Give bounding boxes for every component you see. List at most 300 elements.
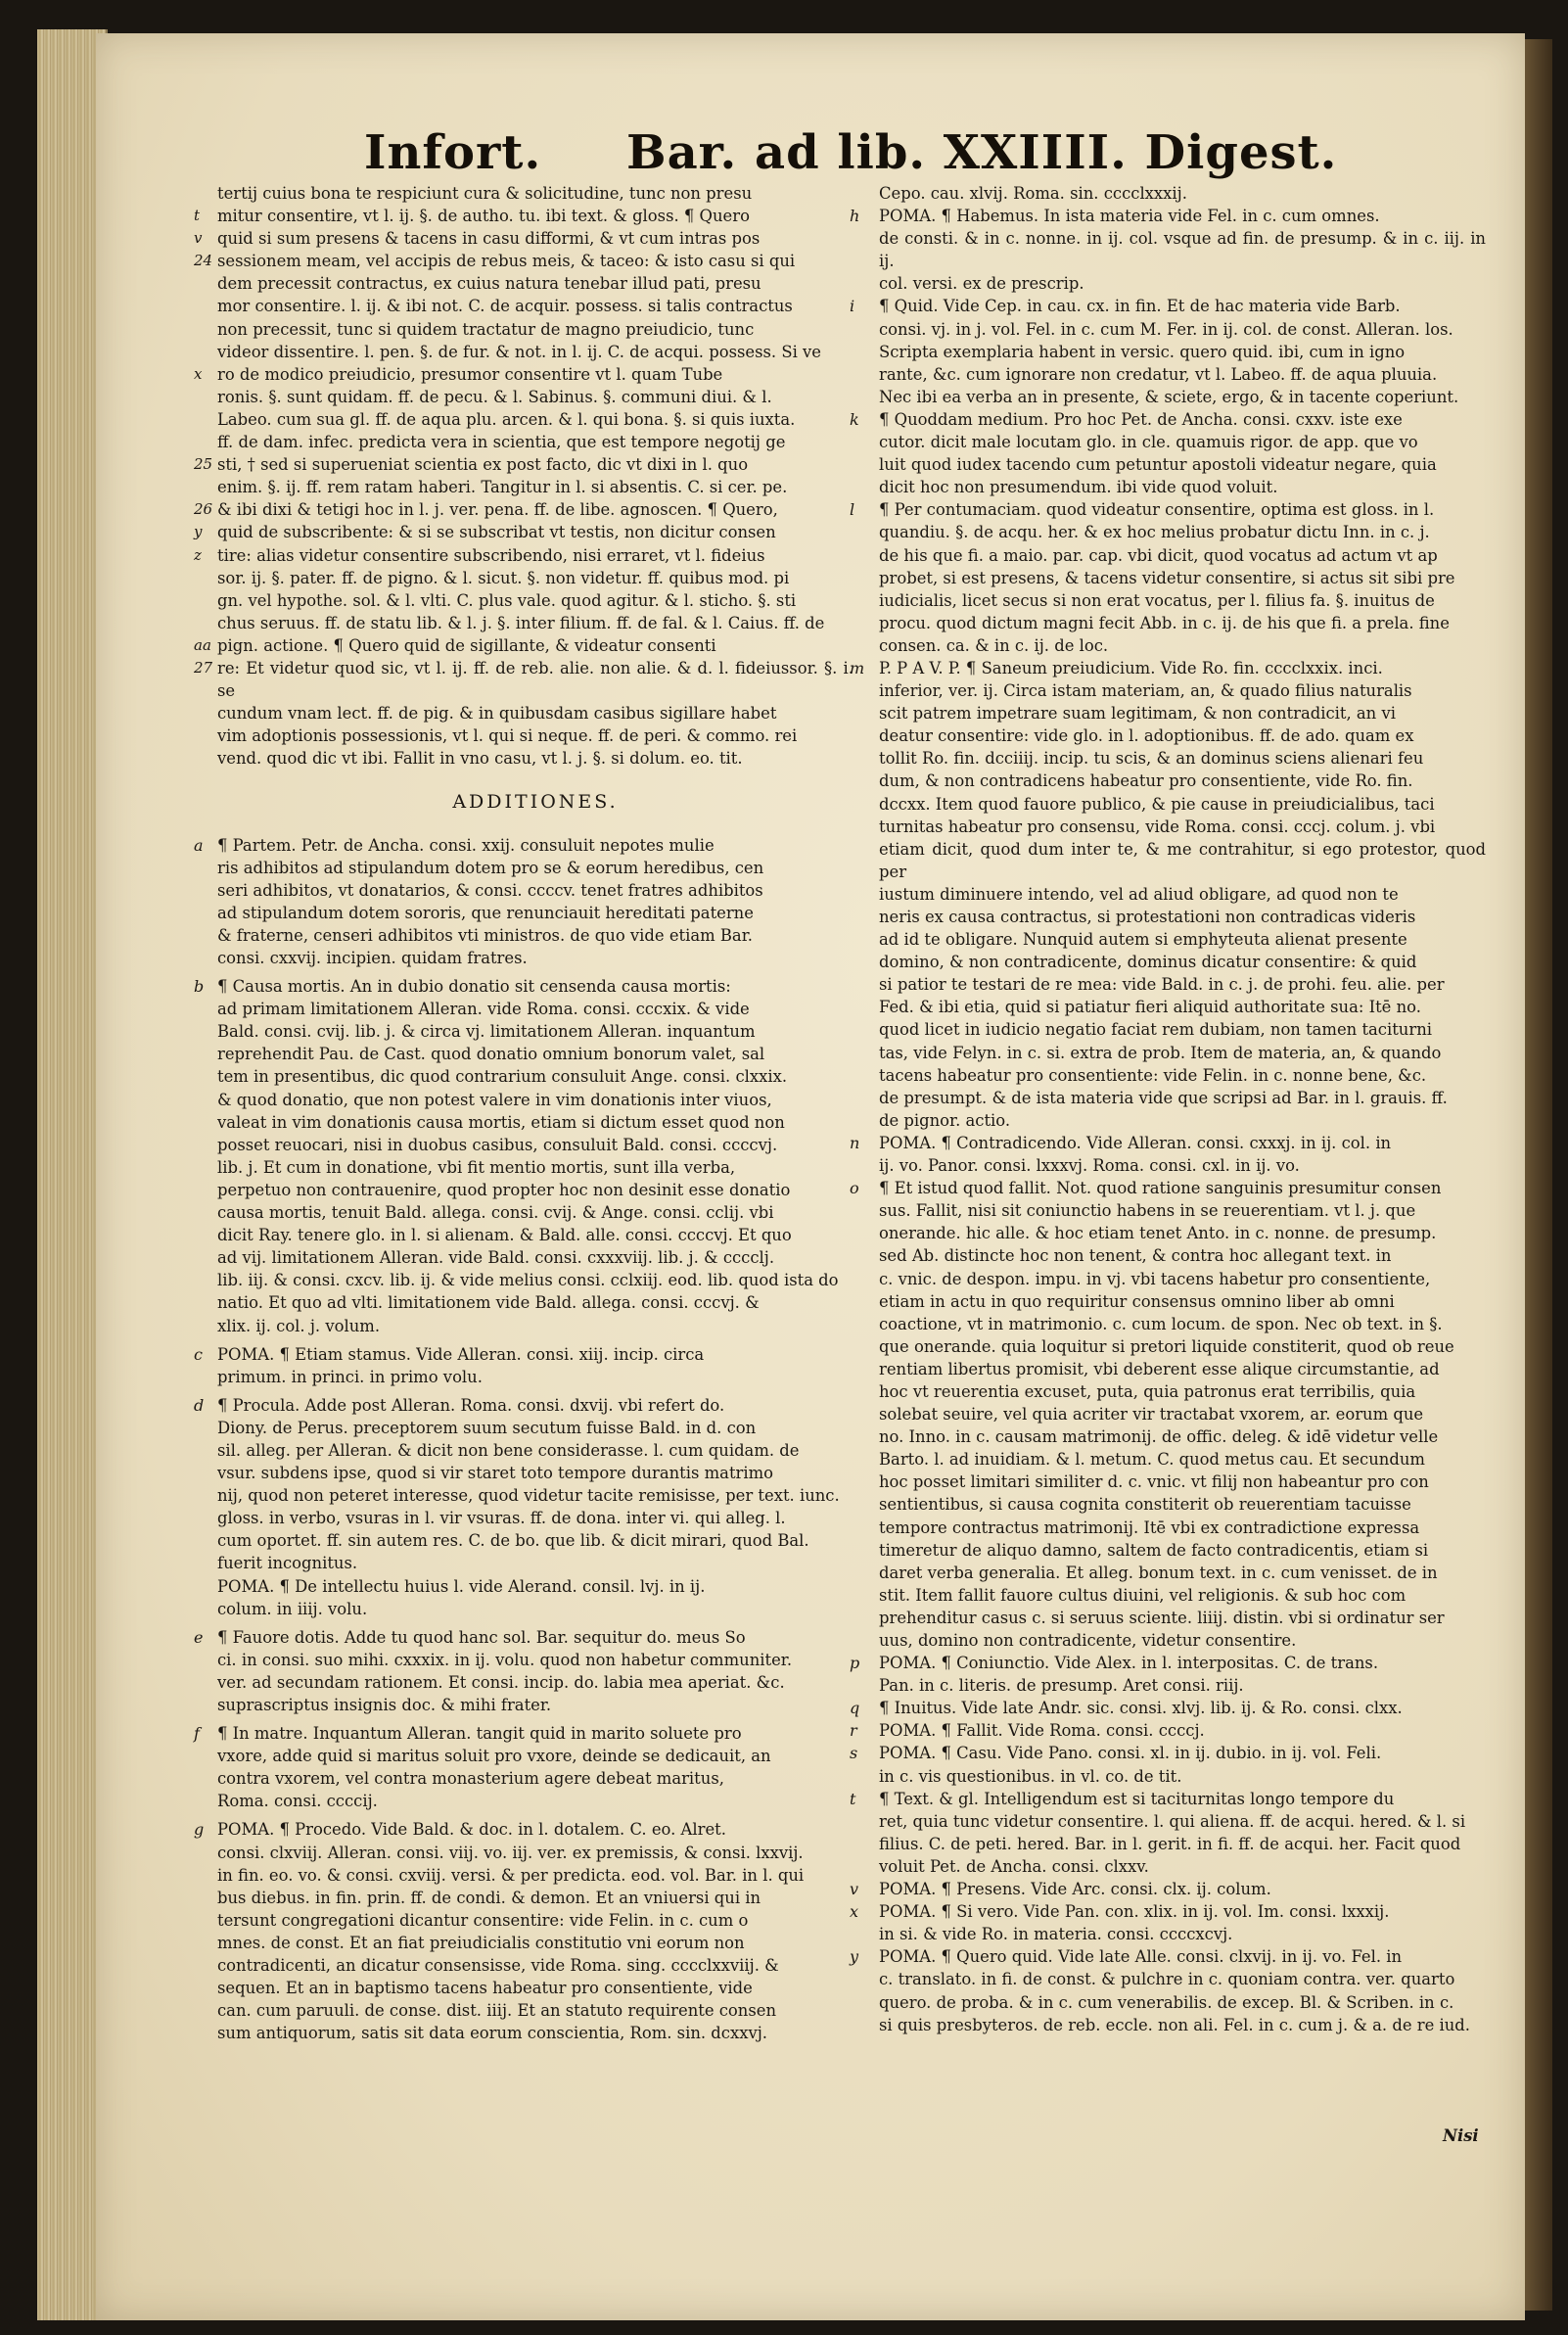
text-line — [217, 386, 853, 408]
margin-note-mark: p — [850, 1654, 860, 1673]
line-text: POMA. ¶ Contradicendo. Vide Alleran. consi. cxxxj. in ij. col. in — [879, 1133, 1392, 1152]
line-text: pign. actione. ¶ Quero quid de sigillante, & videatur consenti — [217, 635, 716, 655]
text-line — [194, 205, 853, 227]
line-text: consi. cxxvij. incipien. quidam fratres. — [217, 949, 528, 967]
margin-note-mark: b — [194, 977, 205, 997]
line-text: quandiu. §. de acqu. her. & ex hoc melius probatur dictu Inn. in c. j. — [879, 523, 1430, 542]
text-line — [217, 1954, 853, 1977]
text-line — [879, 431, 1486, 453]
margin-note-mark: aa — [194, 635, 211, 654]
text-line — [879, 363, 1486, 386]
additions-heading: ADDITIONES. — [452, 791, 619, 814]
text-line — [217, 567, 853, 589]
text-line — [879, 1833, 1486, 1855]
line-text: cum oportet. ff. sin autem res. C. de bo. que lib. & dicit mirari, quod Bal. — [217, 1531, 809, 1551]
margin-note-mark: v — [194, 229, 203, 248]
commentary-entry — [850, 205, 1486, 295]
margin-note-mark: k — [850, 409, 859, 429]
commentary-entry — [850, 1742, 1486, 1787]
margin-note-mark: s — [850, 1744, 858, 1763]
text-line — [217, 1999, 853, 2022]
text-line — [217, 1932, 853, 1954]
line-text: coactione, vt in matrimonio. c. cum locum. de spon. Nec ob text. in §. — [879, 1314, 1443, 1333]
line-text: lib. j. Et cum in donatione, vbi fit mentio mortis, sunt illa verba, — [217, 1157, 736, 1177]
text-line — [217, 1224, 853, 1246]
text-line — [879, 1313, 1486, 1335]
text-line — [850, 1697, 1486, 1719]
line-text: filius. C. de peti. hered. Bar. in l. gerit. in fi. ff. de acqui. her. Facit quod — [879, 1834, 1461, 1853]
line-text: inferior, ver. ij. Circa istam materiam, an, & quado filius naturalis — [879, 681, 1412, 701]
line-text: ver. ad secundam rationem. Et consi. incip. do. labia mea aperiat. &c. — [217, 1672, 785, 1692]
text-line — [879, 793, 1486, 816]
line-text: vxore, adde quid si maritus soluit pro vxore, deinde se dedicauit, an — [217, 1747, 771, 1766]
margin-note-mark: c — [194, 1344, 203, 1364]
line-text: primum. in princi. in primo volu. — [217, 1367, 483, 1386]
margin-note-mark: m — [850, 658, 865, 677]
text-line — [194, 1818, 853, 1841]
text-line — [879, 1991, 1486, 2014]
margin-note-mark: x — [194, 364, 203, 383]
line-text: no. Inno. in c. causam matrimonij. de offic. deleg. & idē videtur velle — [879, 1427, 1439, 1447]
text-line — [850, 1742, 1486, 1764]
addition-entry — [194, 1722, 853, 1812]
text-line — [217, 431, 853, 453]
text-line — [217, 902, 853, 924]
margin-note-mark: q — [850, 1699, 860, 1718]
text-line — [217, 1269, 853, 1291]
text-line — [879, 567, 1486, 589]
line-text: ff. de dam. infec. predicta vera in scientia, que est tempore negotij ge — [217, 433, 786, 452]
text-line — [217, 1745, 853, 1767]
text-line — [217, 1575, 853, 1598]
line-text: quid si sum presens & tacens in casu difformi, & vt cum intras pos — [217, 229, 761, 249]
line-text: quid de subscribente: & si se subscribat vt testis, non dicitur consen — [217, 523, 776, 542]
line-text: iustum diminuere intendo, vel ad aliud obligare, ad quod non te — [879, 884, 1399, 904]
margin-note-mark: n — [850, 1133, 860, 1152]
text-line — [217, 1134, 853, 1156]
line-text: POMA. ¶ De intellectu huius l. vide Alerand. consil. lvj. in ij. — [217, 1576, 706, 1596]
margin-note-mark: i — [850, 297, 855, 316]
text-line — [217, 724, 853, 747]
text-line — [194, 1343, 853, 1366]
line-text: scit patrem impetrare suam legitimam, & non contradicit, an vi — [879, 704, 1396, 724]
text-line — [217, 1366, 853, 1388]
text-line — [879, 1471, 1486, 1493]
line-text: & fraterne, censeri adhibitos vti ministros. de quo vide etiam Bar. — [217, 925, 753, 945]
text-line — [879, 1448, 1486, 1471]
text-line — [217, 1201, 853, 1224]
line-text: mnes. de const. Et an fiat preiudicialis constitutio vni eorum non — [217, 1933, 745, 1952]
line-text: ¶ Procula. Adde post Alleran. Roma. consi. dxvij. vbi refert do. — [217, 1395, 725, 1415]
line-text: POMA. ¶ Etiam stamus. Vide Alleran. consi. xiij. incip. circa — [217, 1344, 705, 1364]
line-text: vsur. subdens ipse, quod si vir staret toto tempore durantis matrimo — [217, 1464, 774, 1483]
text-line — [217, 182, 853, 205]
text-line — [879, 612, 1486, 634]
text-line — [217, 857, 853, 879]
line-text: ad stipulandum dotem sororis, que renunciauit hereditati paterne — [217, 903, 754, 922]
text-line — [217, 612, 853, 634]
text-line — [879, 1629, 1486, 1652]
line-text: Bald. consi. cvij. lib. j. & circa vj. limitationem Alleran. inquantum — [217, 1022, 756, 1042]
text-line — [217, 589, 853, 612]
line-text: ronis. §. sunt quidam. ff. de pecu. & l. Sabinus. §. communi diui. & l. — [217, 387, 772, 406]
line-text: ad vij. limitationem Alleran. vide Bald. consi. cxxxviij. lib. j. & cccclj. — [217, 1248, 775, 1268]
text-line — [879, 1244, 1486, 1267]
line-text: dem precessit contractus, ex cuius natura tenebar illud pati, presu — [217, 274, 761, 294]
text-line — [217, 998, 853, 1020]
line-text: vend. quod dic vt ibi. Fallit in vno casu, vt l. j. §. si dolum. eo. tit. — [217, 749, 743, 769]
line-text: rentiam libertus promisit, vbi deberent esse alique circumstantie, ad — [879, 1359, 1440, 1378]
text-line — [217, 1671, 853, 1694]
commentary-entry — [850, 1132, 1486, 1177]
text-line — [194, 975, 853, 998]
line-text: sum antiquorum, satis sit data eorum conscientia, Rom. sin. dcxxvj. — [217, 2024, 768, 2043]
text-line — [879, 1109, 1486, 1132]
line-text: tollit Ro. fin. dcciiij. incip. tu scis, & an dominus sciens alienari feu — [879, 749, 1424, 769]
text-line — [879, 1562, 1486, 1584]
text-line — [217, 702, 853, 724]
text-line — [879, 1607, 1486, 1629]
line-text: luit quod iudex tacendo cum petuntur apostoli videatur negare, quia — [879, 455, 1437, 475]
line-text: Diony. de Perus. preceptorem suum secutum fuisse Bald. in d. con — [217, 1418, 757, 1437]
text-line — [879, 227, 1486, 272]
line-text: POMA. ¶ Procedo. Vide Bald. & doc. in l. dotalem. C. eo. Alret. — [217, 1820, 726, 1840]
addition-entry — [194, 1394, 853, 1620]
line-text: neris ex causa contractus, si protestationi non contradicas videris — [879, 908, 1416, 926]
margin-note-mark: f — [194, 1724, 200, 1744]
text-line — [194, 634, 853, 657]
text-line — [879, 1923, 1486, 1945]
line-text: perpetuo non contrauenire, quod propter hoc non desinit esse donatio — [217, 1180, 791, 1199]
line-text: suprascriptus insignis doc. & mihi frater. — [217, 1696, 552, 1714]
text-line — [879, 521, 1486, 543]
addition-entry — [194, 1343, 853, 1388]
text-line — [217, 1315, 853, 1337]
text-line — [217, 747, 853, 770]
line-text: re: Et videtur quod sic, vt l. ij. ff. de reb. alie. non alie. & d. l. fideiussor. §. i. se — [217, 658, 853, 701]
text-line — [850, 295, 1486, 317]
line-text: seri adhibitos, vt donatarios, & consi. ccccv. tenet fratres adhibitos — [217, 880, 763, 900]
text-line — [850, 1177, 1486, 1199]
text-line — [217, 1179, 853, 1201]
line-text: P. P A V. P. ¶ Saneum preiudicium. Vide Ro. fin. cccclxxix. inci. — [879, 658, 1383, 677]
text-line — [879, 883, 1486, 906]
line-text: ¶ In matre. Inquantum Alleran. tangit quid in marito soluete pro — [217, 1724, 742, 1744]
text-line — [879, 838, 1486, 883]
text-line — [850, 1900, 1486, 1923]
text-line — [217, 879, 853, 902]
text-line — [194, 498, 853, 521]
text-line — [879, 1222, 1486, 1244]
margin-note-mark: v — [850, 1880, 859, 1899]
line-text: sti, † sed si superueniat scientia ex post facto, dic vt dixi in l. quo — [217, 455, 749, 475]
line-text: quero. de proba. & in c. cum venerabilis. de excep. Bl. & Scriben. in c. — [879, 1992, 1454, 2012]
line-text: ¶ Partem. Petr. de Ancha. consi. xxij. consuluit nepotes mulie — [217, 835, 715, 855]
line-text: enim. §. ij. ff. rem ratam haberi. Tangitur in l. si absentis. C. si cer. pe. — [217, 478, 788, 497]
line-text: cundum vnam lect. ff. de pig. & in quibusdam casibus sigillare habet — [217, 704, 777, 724]
line-text: consi. clxviij. Alleran. consi. viij. vo. iij. ver. ex premissis, & consi. lxxvij. — [217, 1843, 804, 1862]
line-text: col. versi. ex de prescrip. — [879, 274, 1084, 294]
text-line — [217, 1462, 853, 1484]
text-line — [879, 1765, 1486, 1788]
addition-entry — [194, 834, 853, 970]
text-line — [217, 1598, 853, 1620]
text-line — [217, 341, 853, 363]
line-text: sed Ab. distincte hoc non tenent, & contra hoc allegant text. in — [879, 1246, 1392, 1266]
text-line — [850, 1652, 1486, 1674]
line-text: prehenditur casus c. si seruus sciente. liiij. distin. vbi si ordinatur ser — [879, 1608, 1445, 1627]
line-text: POMA. ¶ Casu. Vide Pano. consi. xl. in ij. dubio. in ij. vol. Feli. — [879, 1744, 1382, 1763]
text-line — [879, 1674, 1486, 1697]
text-line — [850, 1788, 1486, 1810]
line-text: posset reuocari, nisi in duobus casibus, consuluit Bald. consi. ccccvj. — [217, 1135, 778, 1154]
line-text: & ibi dixi & tetigi hoc in l. j. ver. pena. ff. de libe. agnoscen. ¶ Quero, — [217, 500, 778, 520]
text-line — [879, 1335, 1486, 1358]
text-line — [879, 679, 1486, 702]
line-text: tacens habeatur pro consentiente: vide Felin. in c. nonne bene, &c. — [879, 1065, 1427, 1085]
line-text: POMA. ¶ Coniunctio. Vide Alex. in l. interpositas. C. de trans. — [879, 1654, 1379, 1673]
line-text: dccxx. Item quod fauore publico, & pie cause in preiudicialibus, taci — [879, 794, 1435, 814]
text-line — [879, 906, 1486, 928]
commentary-entry — [850, 408, 1486, 498]
margin-note-mark: o — [850, 1179, 859, 1198]
addition-entry — [194, 1626, 853, 1716]
text-line — [879, 973, 1486, 996]
text-line — [879, 1855, 1486, 1878]
text-line — [879, 386, 1486, 408]
line-text: causa mortis, tenuit Bald. allega. consi. cvij. & Ange. consi. cclij. vbi — [217, 1203, 774, 1223]
line-text: tas, vide Felyn. in c. si. extra de prob. Item de materia, an, & quando — [879, 1043, 1442, 1062]
line-text: colum. in iiij. volu. — [217, 1599, 368, 1618]
margin-note-mark: r — [850, 1721, 857, 1741]
text-line — [217, 1484, 853, 1507]
line-text: c. vnic. de despon. impu. in vj. vbi tacens habetur pro consentiente, — [879, 1269, 1431, 1288]
line-text: hoc posset limitari similiter d. c. vnic. vt filij non habeantur pro con — [879, 1472, 1429, 1492]
line-text: sessionem meam, vel accipis de rebus meis, & taceo: & isto casu si qui — [217, 252, 796, 271]
text-line — [217, 1291, 853, 1314]
text-line — [879, 1268, 1486, 1290]
line-text: tempore contractus matrimonij. Itē vbi ex contradictione expressa — [879, 1518, 1420, 1537]
margin-note-mark: 27 — [194, 658, 213, 677]
left-column — [194, 182, 853, 2050]
line-text: de presumpt. & de ista materia vide que scripsi ad Bar. in l. grauis. ff. — [879, 1088, 1448, 1107]
line-text: de consti. & in c. nonne. in ij. col. vsque ad fin. de presump. & in c. iij. in ij. — [879, 229, 1486, 271]
text-line — [194, 227, 853, 250]
text-line — [879, 1403, 1486, 1425]
text-line — [217, 1507, 853, 1529]
line-text: ci. in consi. suo mihi. cxxxix. in ij. volu. quod non habetur communiter. — [217, 1650, 793, 1669]
text-line — [194, 363, 853, 386]
text-line — [850, 408, 1486, 431]
text-line — [217, 1089, 853, 1111]
line-text: ro de modico preiudicio, presumor consentire vt l. quam Tube — [217, 364, 723, 384]
line-text: tersunt congregationi dicantur consentire: vide Felin. in c. cum o — [217, 1910, 749, 1930]
text-line — [879, 1018, 1486, 1041]
text-line — [217, 1439, 853, 1462]
text-line — [879, 1290, 1486, 1313]
line-text: gn. vel hypothe. sol. & l. vlti. C. plus vale. quod agitur. & l. sticho. §. sti — [217, 590, 797, 610]
line-text: quod licet in iudicio negatio faciat rem dubiam, non tamen taciturni — [879, 1020, 1432, 1040]
line-text: ¶ Causa mortis. An in dubio donatio sit censenda causa mortis: — [217, 977, 731, 997]
line-text: domino, & non contradicente, dominus dicatur consentire: & quid — [879, 953, 1417, 972]
text-line — [194, 1626, 853, 1649]
text-line — [850, 498, 1486, 521]
text-line — [194, 834, 853, 857]
line-text: vim adoptionis possessionis, vt l. qui si neque. ff. de peri. & commo. rei — [217, 726, 798, 746]
line-text: ¶ Et istud quod fallit. Not. quod ratione sanguinis presumitur consen — [879, 1179, 1442, 1198]
text-line — [879, 1358, 1486, 1380]
text-line — [217, 318, 853, 341]
margin-note-mark: l — [850, 500, 855, 520]
running-head-right: Bar. ad lib. XXIIII. Digest. — [626, 125, 1338, 180]
line-text: Roma. consi. ccccij. — [217, 1792, 378, 1811]
commentary-entry — [850, 1697, 1486, 1719]
line-text: ret, quia tunc videtur consentire. l. qui aliena. ff. de acqui. hered. & l. si — [879, 1811, 1466, 1831]
line-text: dicit hoc non presumendum. ibi vide quod voluit. — [879, 478, 1278, 497]
line-text: non precessit, tunc si quidem tractatur de magno preiudicio, tunc — [217, 319, 755, 339]
text-line — [879, 1539, 1486, 1562]
margin-note-mark: d — [194, 1395, 205, 1415]
text-line — [217, 1842, 853, 1864]
line-text: valeat in vim donationis causa mortis, etiam si dictum esset quod non — [217, 1112, 785, 1132]
margin-note-mark: y — [850, 1947, 859, 1967]
line-text: hoc vt reuerentia excuset, puta, quia patronus erat terribilis, quia — [879, 1381, 1416, 1401]
text-line — [217, 1767, 853, 1790]
line-text: deatur consentire: vide glo. in l. adoptionibus. ff. de ado. quam ex — [879, 726, 1414, 746]
line-text: mitur consentire, vt l. ij. §. de autho. tu. ibi text. & gloss. ¶ Quero — [217, 207, 750, 226]
text-line — [879, 272, 1486, 295]
text-line — [879, 453, 1486, 476]
text-line — [194, 657, 853, 702]
line-text: cutor. dicit male locutam glo. in cle. quamuis rigor. de app. que vo — [879, 433, 1418, 452]
text-line — [217, 947, 853, 969]
addition-entry — [194, 975, 853, 1337]
text-line — [217, 295, 853, 317]
line-text: in c. vis questionibus. in vl. co. de tit. — [879, 1766, 1182, 1786]
text-line — [879, 634, 1486, 657]
line-text: ¶ Per contumaciam. quod videatur consentire, optima est gloss. in l. — [879, 500, 1435, 520]
text-line — [217, 476, 853, 498]
text-line — [217, 2022, 853, 2044]
margin-note-mark: g — [194, 1820, 205, 1840]
line-text: sentientibus, si causa cognita constiterit ob reuerentiam tacuisse — [879, 1495, 1411, 1515]
line-text: Barto. l. ad inuidiam. & l. metum. C. quod metus cau. Et secundum — [879, 1450, 1425, 1470]
text-line — [194, 250, 853, 272]
text-line — [879, 770, 1486, 792]
line-text: videor dissentire. l. pen. §. de fur. & not. in l. ij. C. de acqui. possess. Si ve — [217, 342, 821, 361]
line-text: etiam in actu in quo requiritur consensus omnino liber ab omni — [879, 1291, 1395, 1311]
line-text: reprehendit Pau. de Cast. quod donatio omnium bonorum valet, sal — [217, 1045, 765, 1064]
margin-note-mark: 24 — [194, 252, 213, 270]
line-text: dum, & non contradicens habeatur pro consentiente, vide Ro. fin. — [879, 771, 1413, 791]
text-line — [217, 1156, 853, 1179]
line-text: timeretur de aliquo damno, saltem de facto contradicentis, etiam si — [879, 1540, 1429, 1560]
line-text: etiam dicit, quod dum inter te, & me contrahitur, si ego protestor, quod per — [879, 839, 1486, 881]
text-line — [217, 1977, 853, 1999]
line-text: Cepo. cau. xlvij. Roma. sin. cccclxxxij. — [879, 184, 1187, 203]
line-text: ¶ Inuitus. Vide late Andr. sic. consi. xlvj. lib. ij. & Ro. consi. clxx. — [879, 1699, 1403, 1718]
line-text: si quis presbyteros. de reb. eccle. non ali. Fel. in c. cum j. & a. de re iud. — [879, 2015, 1471, 2034]
text-line — [850, 205, 1486, 227]
text-line — [850, 1719, 1486, 1742]
text-line — [217, 924, 853, 947]
text-line — [879, 544, 1486, 567]
line-text: dicit Ray. tenere glo. in l. si alienam. & Bald. alle. consi. ccccvj. Et quo — [217, 1226, 792, 1245]
line-text: consi. vj. in j. vol. Fel. in c. cum M. Fer. in ij. col. de const. Alleran. los. — [879, 319, 1453, 339]
text-line — [879, 1584, 1486, 1607]
line-text: sequen. Et an in baptismo tacens habeatur pro consentiente, vide — [217, 1979, 753, 1998]
line-text: POMA. ¶ Si vero. Vide Pan. con. xlix. in ij. vol. Im. consi. lxxxij. — [879, 1902, 1390, 1922]
line-text: contra vxorem, vel contra monasterium agere debeat maritus, — [217, 1769, 724, 1789]
line-text: de his que fi. a maio. par. cap. vbi dicit, quod vocatus ad actum vt ap — [879, 545, 1438, 565]
line-text: lib. iij. & consi. cxcv. lib. ij. & vide melius consi. cclxiij. eod. lib. quod ista do — [217, 1271, 839, 1290]
text-line — [217, 1043, 853, 1065]
text-line — [879, 2014, 1486, 2036]
line-text: ¶ Quid. Vide Cep. in cau. cx. in fin. Et de hac materia vide Barb. — [879, 297, 1401, 316]
text-line — [879, 341, 1486, 363]
line-text: iudicialis, licet secus si non erat vocatus, per l. filius fa. §. inuitus de — [879, 590, 1435, 610]
line-text: ris adhibitos ad stipulandum dotem pro se & eorum heredibus, cen — [217, 858, 764, 877]
line-text: sor. ij. §. pater. ff. de pigno. & l. sicut. §. non videtur. ff. quibus mod. pi — [217, 568, 790, 587]
text-line — [879, 1064, 1486, 1087]
text-line — [879, 476, 1486, 498]
line-text: tem in presentibus, dic quod contrarium consuluit Ange. consi. clxxix. — [217, 1067, 788, 1087]
line-text: tertij cuius bona te respiciunt cura & solicitudine, tunc non presu — [217, 184, 753, 203]
margin-note-mark: x — [850, 1902, 859, 1922]
left-body-text — [194, 182, 853, 770]
text-line — [217, 272, 853, 295]
line-text: Nec ibi ea verba an in presente, & sciete, ergo, & in tacente coperiunt. — [879, 387, 1459, 406]
catchword: Nisi — [1443, 2126, 1479, 2145]
margin-note-mark: a — [194, 835, 204, 855]
text-line — [217, 1790, 853, 1812]
line-text: procu. quod dictum magni fecit Abb. in c. ij. de his que fi. a prela. fine — [879, 613, 1450, 632]
text-line — [217, 1909, 853, 1932]
commentary-entry — [850, 1788, 1486, 1878]
text-line — [879, 1517, 1486, 1539]
text-line — [194, 453, 853, 476]
text-line — [879, 996, 1486, 1018]
line-text: natio. Et quo ad vlti. limitationem vide Bald. allega. consi. cccvj. & — [217, 1293, 760, 1313]
text-line — [217, 1065, 853, 1088]
commentary-entry — [850, 1177, 1486, 1652]
running-head-left: Infort. — [364, 125, 542, 180]
line-text: consen. ca. & in c. ij. de loc. — [879, 635, 1109, 655]
line-text: xlix. ij. col. j. volum. — [217, 1316, 381, 1335]
commentary-entry — [879, 182, 1486, 205]
additions-list — [194, 834, 853, 2051]
line-text: nij, quod non peteret interesse, quod videtur tacite remisisse, per text. iunc. — [217, 1486, 840, 1506]
line-text: voluit Pet. de Ancha. consi. clxxv. — [879, 1856, 1149, 1876]
margin-note-mark: y — [194, 523, 203, 541]
commentary-entry — [850, 1878, 1486, 1900]
text-line — [879, 182, 1486, 205]
text-line — [879, 1087, 1486, 1109]
line-text: POMA. ¶ Habemus. In ista materia vide Fel. in c. cum omnes. — [879, 207, 1380, 226]
commentary-entry — [850, 1719, 1486, 1742]
margin-note-mark: 26 — [194, 500, 213, 519]
text-line — [850, 1945, 1486, 1968]
commentary-entry — [850, 1900, 1486, 1945]
text-line — [194, 521, 853, 543]
line-text: rante, &c. cum ignorare non credatur, vt l. Labeo. ff. de aqua pluuia. — [879, 364, 1438, 384]
line-text: contradicenti, an dicatur consensisse, vide Roma. sing. cccclxxviij. & — [217, 1956, 779, 1976]
line-text: ¶ Quoddam medium. Pro hoc Pet. de Ancha. consi. cxxv. iste exe — [879, 409, 1403, 429]
line-text: Scripta exemplaria habent in versic. quero quid. ibi, cum in igno — [879, 342, 1406, 361]
text-line — [879, 1042, 1486, 1064]
line-text: ad primam limitationem Alleran. vide Roma. consi. cccxix. & vide — [217, 1000, 750, 1019]
line-text: Labeo. cum sua gl. ff. de aqua plu. arcen. & l. qui bona. §. si quis iuxta. — [217, 409, 796, 429]
